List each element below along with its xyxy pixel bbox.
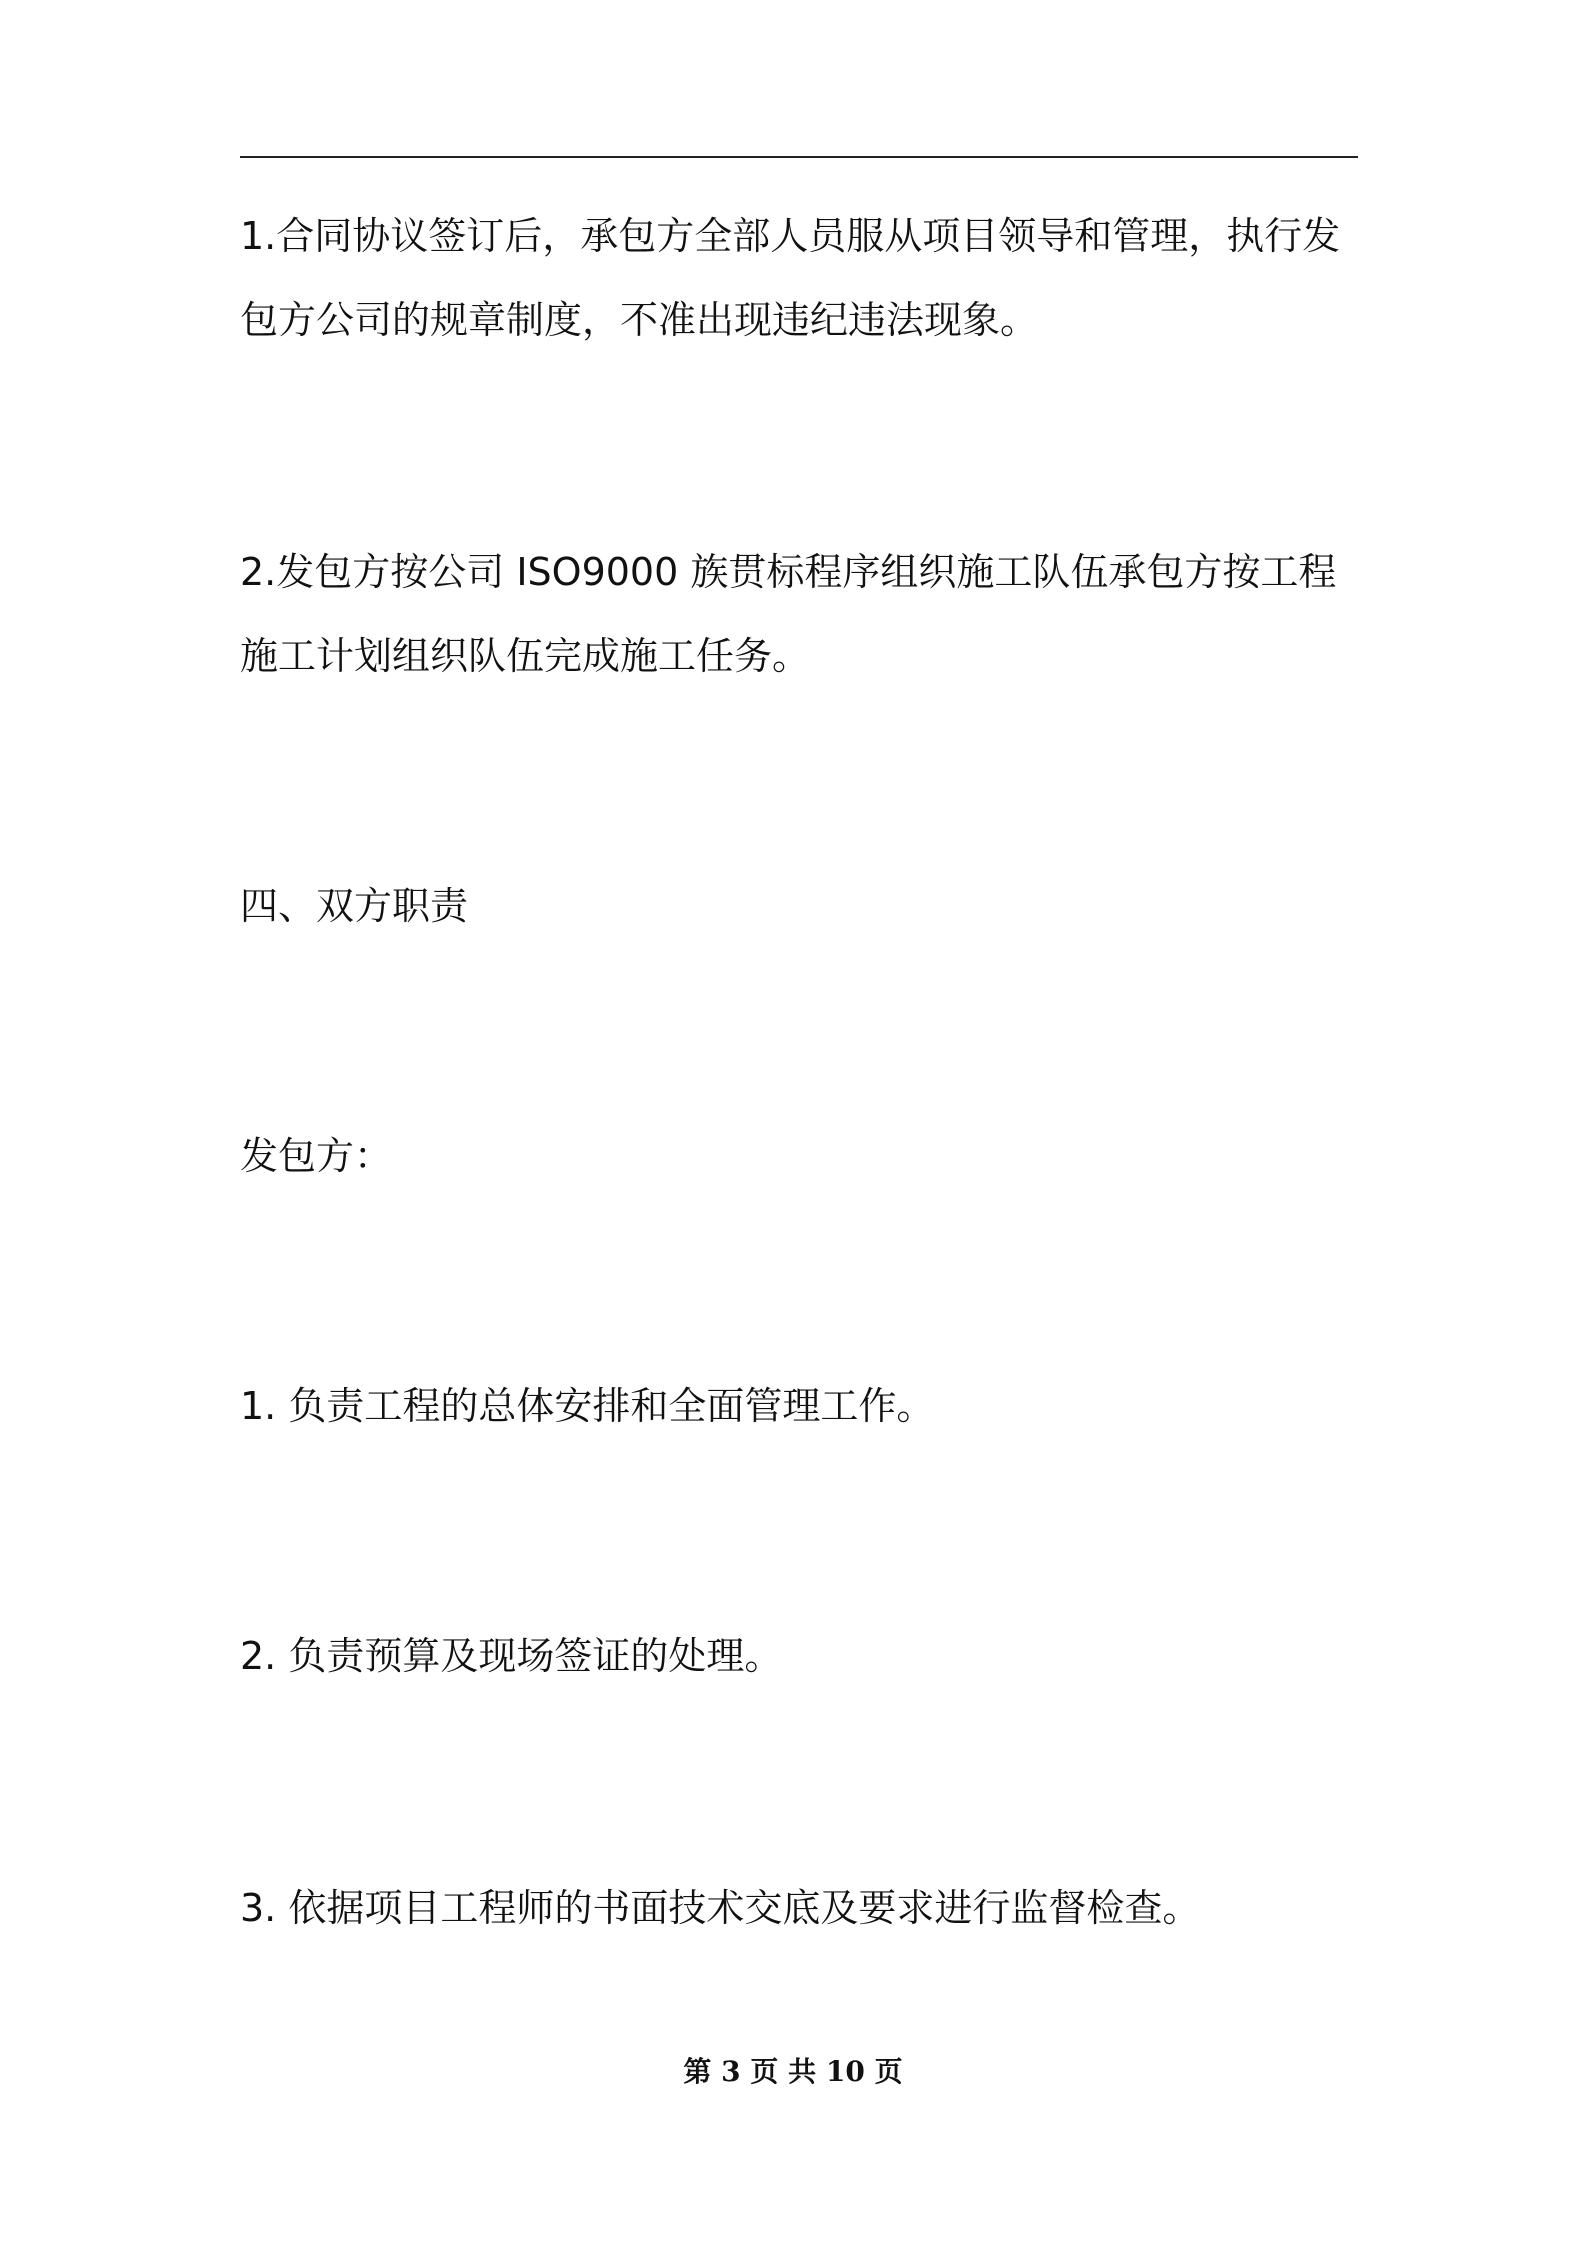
page-number: 第 3 页 共 10 页 [683,2055,903,2088]
list-item-duty-2: 2. 负责预算及现场签证的处理。 [240,1634,783,1678]
party-label-employer: 发包方： [240,1134,393,1178]
header-rule [240,156,1358,158]
paragraph-clause-1: 1.合同协议签订后，承包方全部人员服从项目领导和管理，执行发包方公司的规章制度，不准出现违纪违法现象。 [240,214,1341,342]
list-item-duty-1: 1. 负责工程的总体安排和全面管理工作。 [240,1384,935,1428]
list-item-duty-3: 3. 依据项目工程师的书面技术交底及要求进行监督检查。 [240,1886,1201,1930]
paragraph-clause-2: 2.发包方按公司 ISO9000 族贯标程序组织施工队伍承包方按工程施工计划组织队伍完成施工任务。 [240,550,1337,678]
section-heading-responsibilities: 四、双方职责 [240,884,469,928]
